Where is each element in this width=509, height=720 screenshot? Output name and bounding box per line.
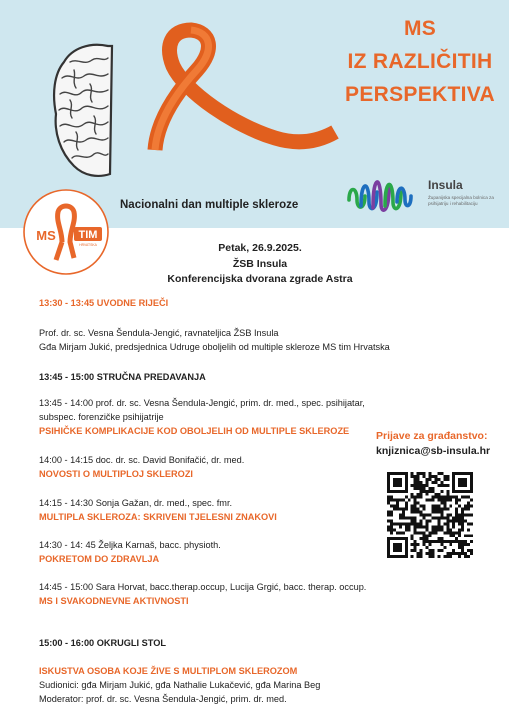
event-info [150,241,370,288]
lecture-5-speaker: 14:45 - 15:00 Sara Horvat, bacc.therap.occup, Lucija Grgić, bacc. therap. occup. [39,582,367,592]
section-roundtable-heading: 15:00 - 16:00 OKRUGLI STOL [39,638,166,648]
section-lectures-heading: 13:45 - 15:00 STRUČNA PREDAVANJA [39,372,206,382]
roundtable-participants: Sudionici: gđa Mirjam Jukić, gđa Nathalie Lukačević, gđa Marina Beg [39,680,321,690]
lecture-4-title: POKRETOM DO ZDRAVLJA [39,554,160,564]
registration-email[interactable]: knjiznica@sb-insula.hr [376,445,491,457]
ms-tim-logo-small: HRVATSKA [79,243,97,247]
lecture-3-title: MULTIPLA SKLEROZA: SKRIVENI TJELESNI ZNAKOVI [39,512,277,522]
opening-speaker-2: Gđa Mirjam Jukić, predsjednica Udruge oboljelih od multiple skleroze MS tim Hrvatska [39,342,390,352]
title-line-3: PERSPEKTIVA [345,83,495,106]
lecture-5-title: MS I SVAKODNEVNE AKTIVNOSTI [39,596,189,606]
insula-logo-icon [345,166,425,216]
roundtable-moderator: Moderator: prof. dr. sc. Vesna Šendula-Jengić, prim. dr. med. [39,694,287,704]
title-line-1: MS [403,17,437,40]
ms-tim-logo-right: TIM [78,229,98,241]
lecture-2-title: NOVOSTI O MULTIPLOJ SKLEROZI [39,469,193,479]
lecture-1-title: PSIHIČKE KOMPLIKACIJE KOD OBOLJELIH OD MULTIPLE SKLEROZE [39,426,350,436]
roundtable-title: ISKUSTVA OSOBA KOJE ŽIVE S MULTIPLOM SKLEROZOM [39,666,298,676]
event-title [330,12,509,111]
event-date: Petak, 26.9.2025. [218,242,302,254]
event-subtitle: Nacionalni dan multiple skleroze [120,199,299,211]
section-opening-heading: 13:30 - 13:45 UVODNE RIJEČI [39,298,169,308]
awareness-ribbon-icon [125,22,340,172]
insula-logo-name: Insula [428,178,463,192]
lecture-4-speaker: 14:30 - 14: 45 Željka Karnaš, bacc. physioth. [39,540,221,550]
brain-illustration-icon [50,40,120,182]
lecture-3-speaker: 14:15 - 14:30 Sonja Gažan, dr. med., spec. fmr. [39,498,233,508]
lecture-1-speaker-cont: subspec. forenzičke psihijatrije [39,412,164,422]
registration-title: Prijave za građanstvo: [376,430,488,442]
insula-logo-tagline: Županijska specijalna bolnica za psihijatriju i rehabilitaciju [428,195,494,206]
title-line-2: IZ RAZLIČITIH [347,50,493,73]
ms-tim-logo [22,188,110,276]
qr-code-icon[interactable] [387,472,473,558]
lecture-2-speaker: 14:00 - 14:15 doc. dr. sc. David Bonifačić, dr. med. [39,455,245,465]
lecture-1-speaker: 13:45 - 14:00 prof. dr. sc. Vesna Šendula-Jengić, prim. dr. med., spec. psihijatar, [39,398,365,408]
event-venue: ŽSB Insula [232,257,288,270]
event-room: Konferencijska dvorana zgrade Astra [167,273,353,285]
opening-speaker-1: Prof. dr. sc. Vesna Šendula-Jengić, ravnateljica ŽSB Insula [39,328,279,338]
ms-tim-logo-left: MS [36,228,56,243]
